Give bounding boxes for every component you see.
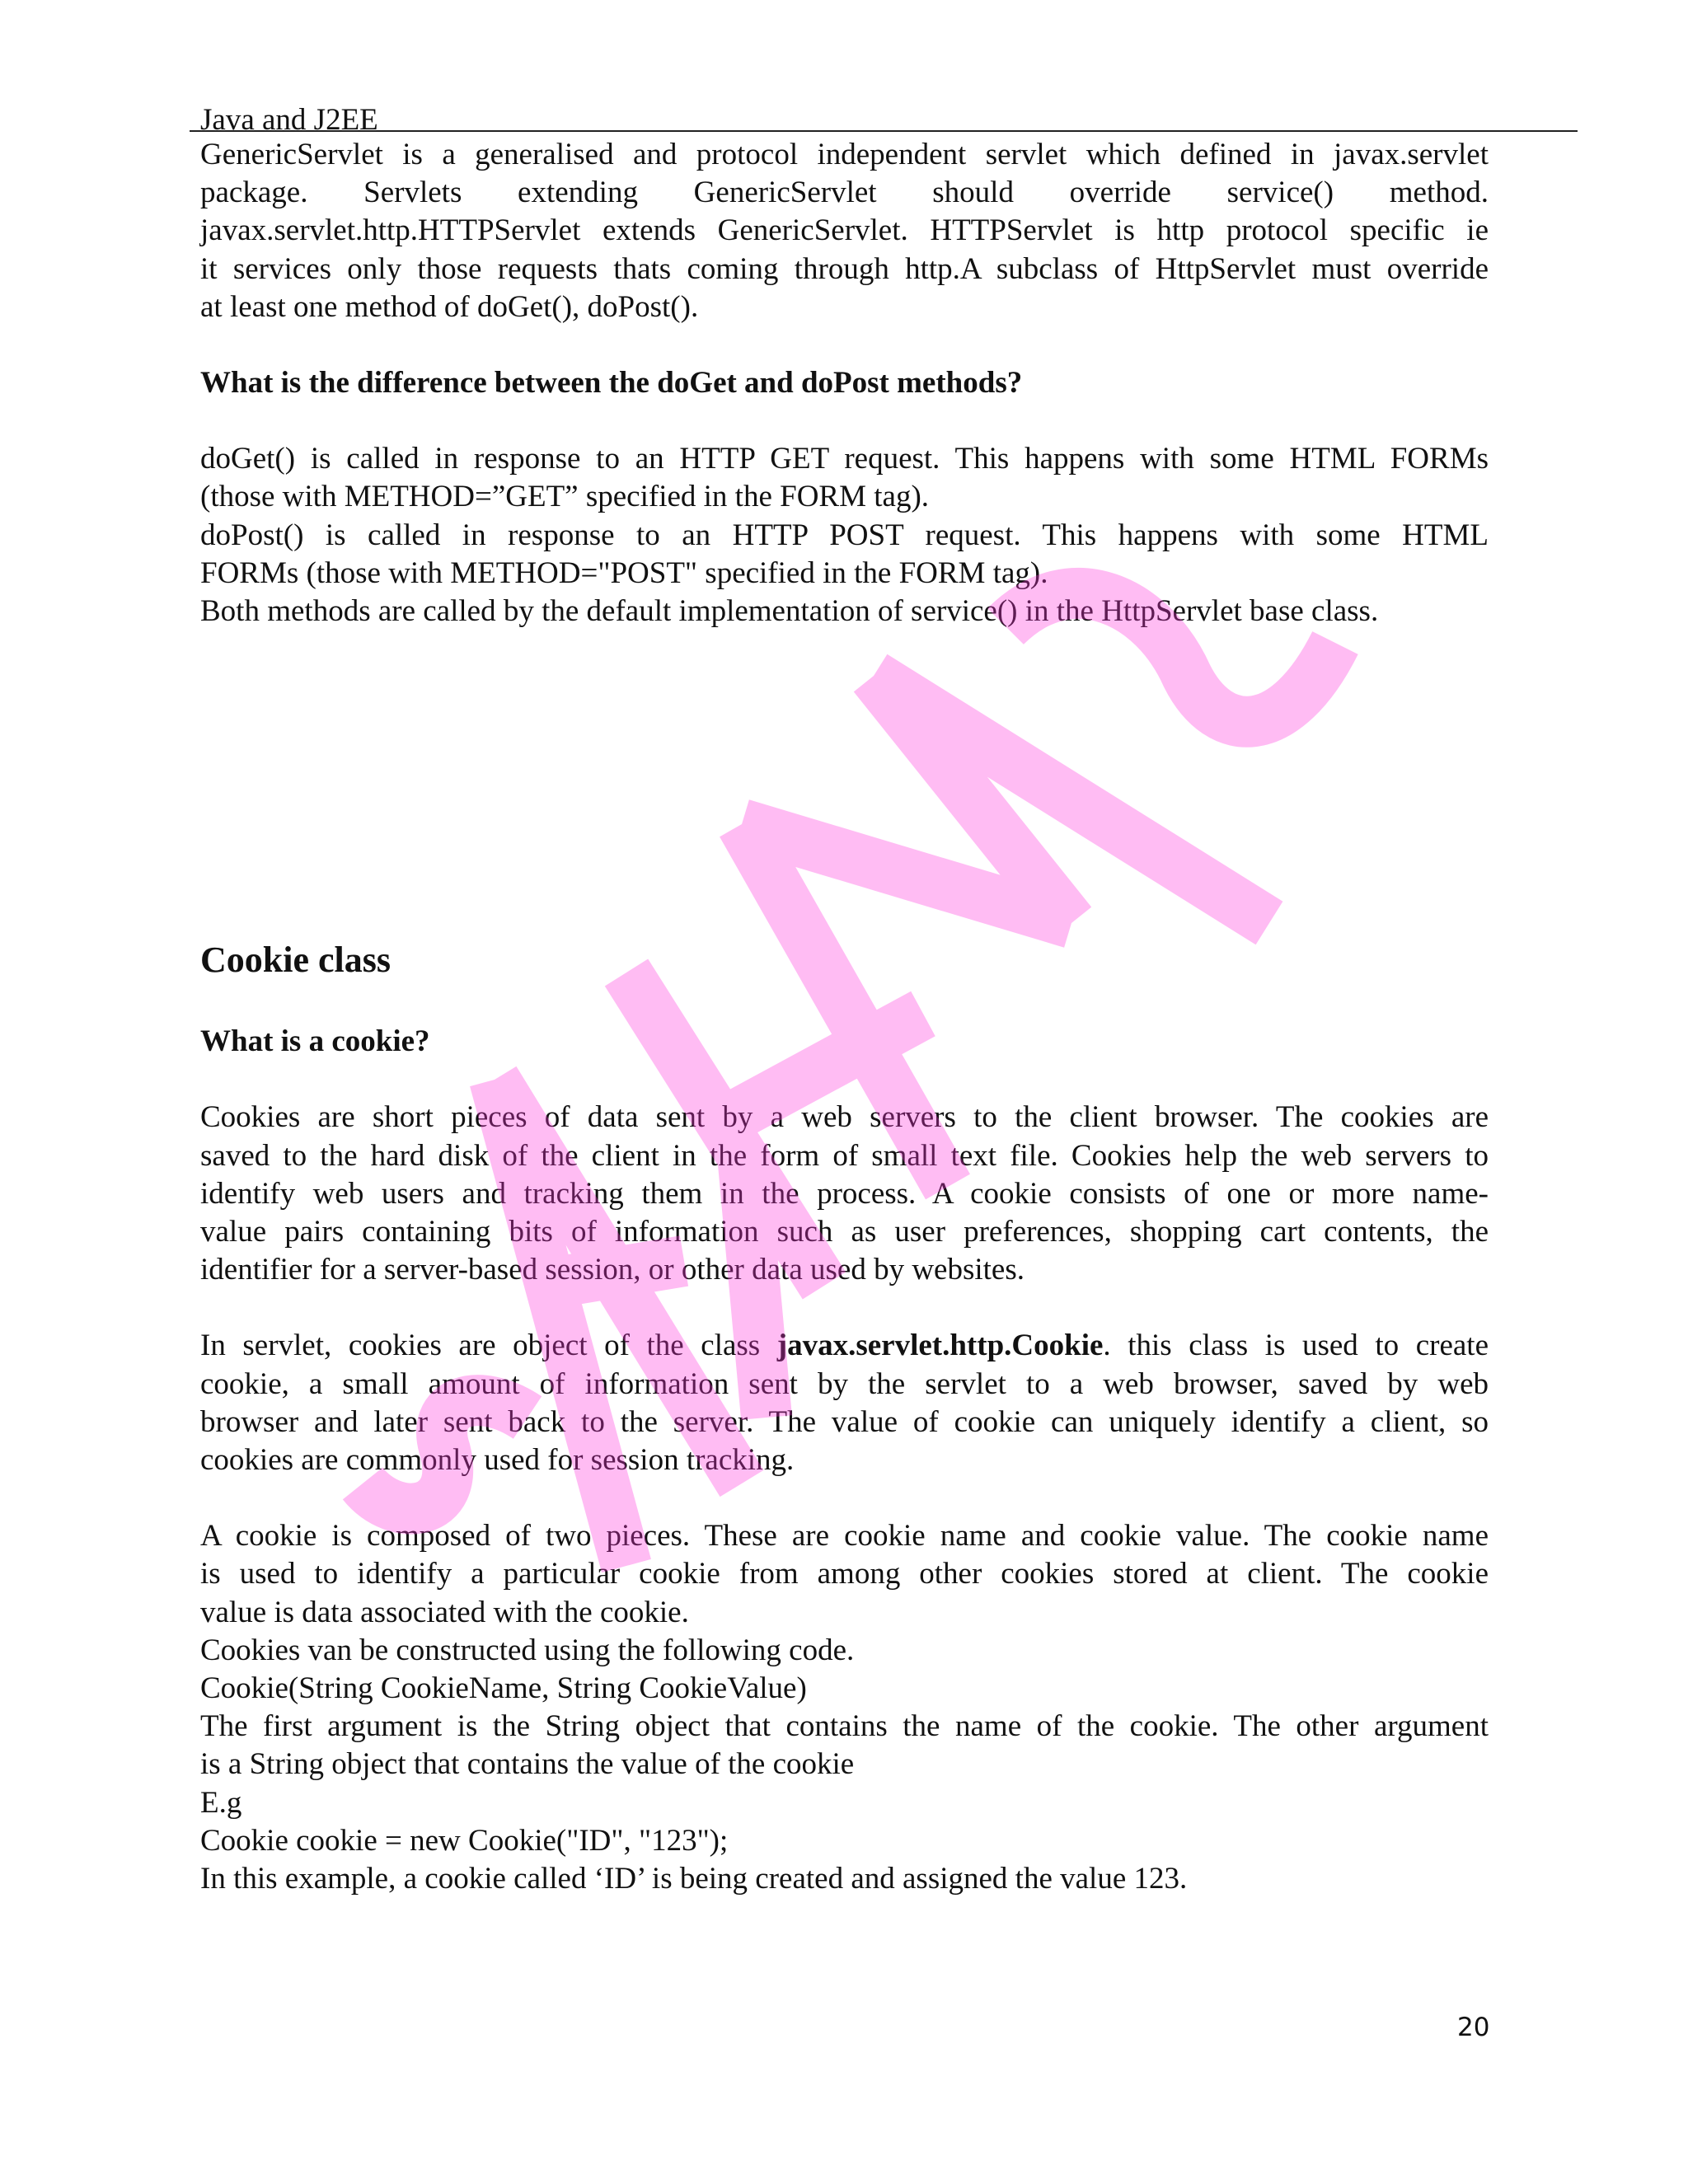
cookie-definition-paragraph (200, 1099, 1489, 1289)
running-header: Java and J2EE (200, 103, 378, 137)
text-line: cookie, a small amount of information sent by the servlet to a web browser, saved by web (200, 1366, 1489, 1401)
text-line: The first argument is the String object that contains the name of the cookie. The other argument (200, 1709, 1489, 1744)
text-line: is a String object that contains the value of the cookie (200, 1747, 855, 1782)
code-line: Cookie cookie = new Cookie("ID", "123"); (200, 1823, 729, 1858)
page-content (200, 136, 1489, 1898)
code-line: Cookie(String CookieName, String CookieValue) (200, 1671, 807, 1706)
cookie-construction-paragraph (200, 1517, 1489, 1898)
question-heading: What is a cookie? (200, 1024, 430, 1059)
spacer (200, 1479, 1489, 1517)
spacer (200, 326, 1489, 364)
spacer (200, 985, 1489, 1023)
text-line: browser and later sent back to the server. The value of cookie can uniquely identify a client, so (200, 1404, 1489, 1439)
text-line: Both methods are called by the default implementation of service() in the HttpServlet base class. (200, 594, 1379, 629)
text-line: identifier for a server-based session, or other data used by websites. (200, 1253, 1025, 1287)
spacer (200, 402, 1489, 440)
inline-text: In servlet, cookies are object of the class (200, 1329, 777, 1363)
text-line: GenericServlet is a generalised and protocol independent servlet which defined in javax.servlet (200, 138, 1489, 171)
spacer (200, 630, 1489, 935)
header-divider (190, 130, 1578, 132)
text-line: Cookies are short pieces of data sent by a web servers to the client browser. The cookies are (200, 1100, 1489, 1135)
text-line: cookies are commonly used for session tracking. (200, 1443, 795, 1478)
text-line: doPost() is called in response to an HTTP POST request. This happens with some HTML (200, 518, 1489, 552)
text-line: value pairs containing bits of information such as user preferences, shopping cart contents, the (200, 1215, 1489, 1249)
inline-text: . this class is used to create (1103, 1329, 1489, 1363)
section-title: Cookie class (200, 940, 391, 981)
spacer (200, 1289, 1489, 1327)
text-line: is used to identify a particular cookie from among other cookies stored at client. The cookie (200, 1557, 1489, 1591)
text-line: FORMs (those with METHOD="POST" specified in the FORM tag). (200, 555, 1048, 590)
answer-paragraph (200, 440, 1489, 630)
text-line: In this example, a cookie called ‘ID’ is being created and assigned the value 123. (200, 1862, 1188, 1896)
text-line: package. Servlets extending GenericServlet should override service() method. (200, 176, 1489, 210)
text-line: at least one method of doGet(), doPost(). (200, 289, 699, 324)
text-line: (those with METHOD=”GET” specified in the FORM tag). (200, 480, 930, 514)
text-line: javax.servlet.http.HTTPServlet extends GenericServlet. HTTPServlet is http protocol specific ie (200, 213, 1489, 248)
text-line: saved to the hard disk of the client in the form of small text file. Cookies help the web servers to (200, 1138, 1489, 1173)
page-number: 20 (1457, 2013, 1490, 2042)
spacer (200, 1061, 1489, 1099)
intro-paragraph (200, 136, 1489, 326)
question-heading: What is the difference between the doGet and doPost methods? (200, 366, 1023, 401)
text-line: identify web users and tracking them in the process. A cookie consists of one or more name- (200, 1176, 1489, 1211)
class-name-bold: javax.servlet.http.Cookie (776, 1329, 1104, 1363)
text-line: E.g (200, 1785, 242, 1820)
cookie-class-paragraph (200, 1327, 1489, 1479)
text-line: Cookies van be constructed using the following code. (200, 1633, 855, 1667)
text-line: A cookie is composed of two pieces. These are cookie name and cookie value. The cookie name (200, 1519, 1489, 1554)
text-line: value is data associated with the cookie. (200, 1595, 689, 1629)
text-line: doGet() is called in response to an HTTP GET request. This happens with some HTML FORMs (200, 442, 1489, 476)
text-line: it services only those requests thats coming through http.A subclass of HttpServlet must override (200, 251, 1489, 286)
text-line (200, 1327, 1489, 1365)
